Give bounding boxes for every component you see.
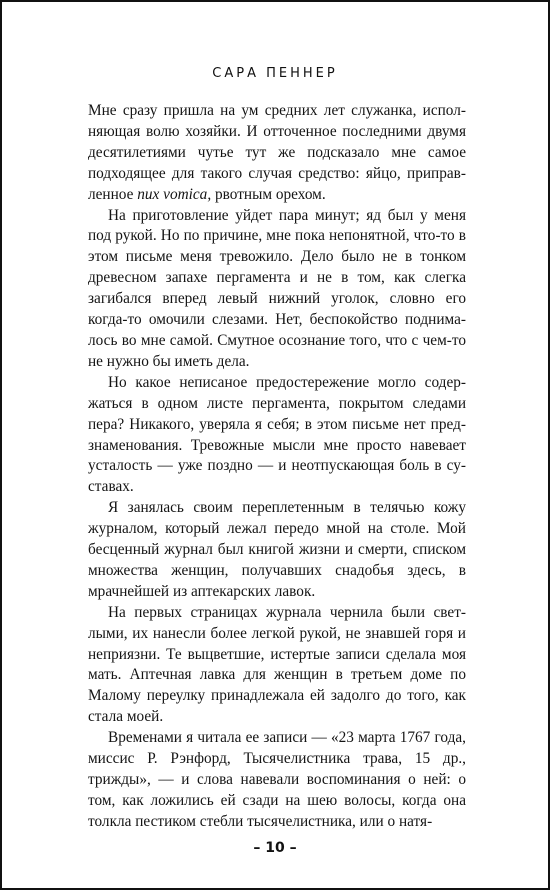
page-number: – 10 – [253,840,297,856]
paragraph-1 [88,101,466,206]
paragraph-1-text-start: Мне сразу пришла на ум средних лет служанка, исполняющая волю хозяйки. И отточенное последними двумя десятилетиями чутье тут же подсказало мне самое подходящее для такого случая средство: яйцо, приправленное [88,102,466,203]
paragraph-4: Я занялась своим переплетенным в телячью кожу журналом, который лежал передо мной на столе. Мой бесценный журнал был книгой жизни и смерти, списком множества женщин, получавших снадобья здесь, в мрачнейшей из аптекарских лавок. [88,499,466,600]
paragraph-1-text-end: рвотным орехом. [211,185,326,203]
running-header: САРА ПЕННЕР [212,66,338,81]
body-text [88,101,466,833]
paragraph-1-italic-term: nux vomica, [137,185,212,203]
paragraph-6: Временами я читала ее записи — «23 марта 1767 года, миссис Р. Рэнфорд, Тысячелистника трава, 15 др., трижды», — и слова навевали воспоминания о ней: о том, как ложились ей сзади на шею волосы, когда она толкла пестиком стебли тысячелистника, или о натя- [88,729,466,830]
paragraph-5: На первых страницах журнала чернила были светлыми, их нанесли более легкой рукой, не знавшей горя и неприязни. Те выцветшие, истертые записи сделала моя мать. Аптечная лавка для женщин в третьем доме по Малому переулку принадлежала ей задолго до того, как стала моей. [88,603,466,726]
paragraph-2: На приготовление уйдет пара минут; яд был у меня под рукой. Но по причине, мне пока непонятной, что-то в этом письме меня тревожило. Дело было не в тонком древесном запахе пергамента и не в том, как слегка загибался вперед левый нижний уголок, словно его когда-то омочили слезами. Нет, беспокойство поднималось во мне самой. Смутное осознание того, что с чем-то не нужно бы иметь дела. [88,206,466,370]
paragraph-3: Но какое неписаное предостережение могло содержаться в одном листе пергамента, покрытом следами пера? Никакого, уверяла я себя; в этом письме нет предзнаменования. Тревожные мысли мне просто навевает усталость — уже поздно — и неотпускающая боль в суставах. [88,373,466,496]
